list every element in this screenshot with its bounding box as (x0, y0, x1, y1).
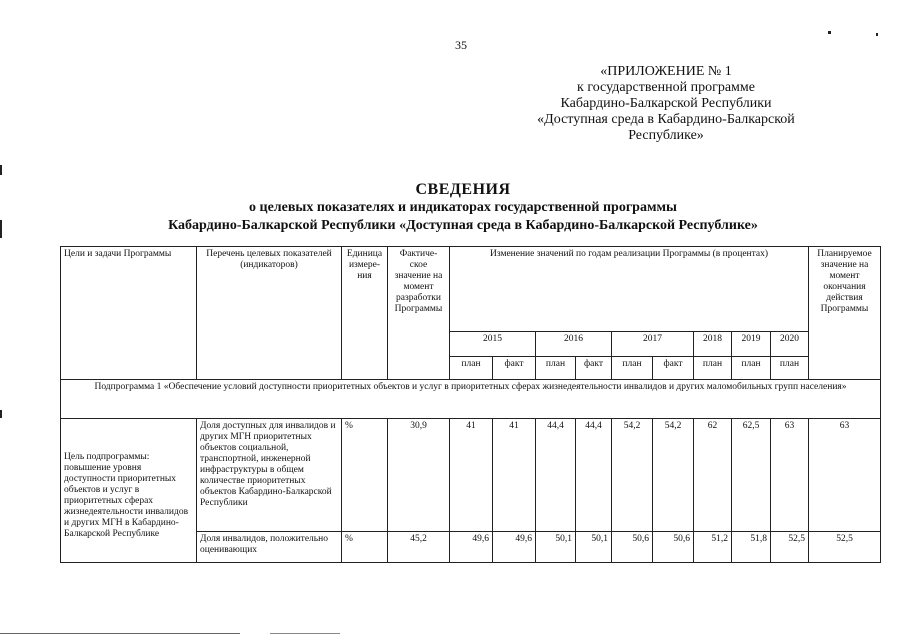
scan-speck (0, 165, 2, 175)
subprogram-row (61, 380, 881, 419)
value-cell: 50,1 (536, 532, 576, 563)
value-cell: 41 (450, 419, 493, 532)
header-unit: Единица измере-ния (342, 247, 388, 380)
value-cell: 50,6 (612, 532, 653, 563)
document-heading (0, 180, 905, 235)
header-indicators: Перечень целевых показателей (индикаторов) (197, 247, 342, 380)
unit-cell: % (342, 532, 388, 563)
year-cell: 2020 (771, 332, 809, 357)
value-cell: 51,8 (732, 532, 771, 563)
year-cell: 2015 (450, 332, 536, 357)
scan-speck (0, 220, 2, 238)
goal-cell (61, 419, 197, 563)
unit-cell: % (342, 419, 388, 532)
year-cell: 2017 (612, 332, 694, 357)
subprogram-title: Подпрограмма 1 «Обеспечение условий доступности приоритетных объектов и услуг в приоритетных сферах жизнедеятельности инвалидов и других маломобильных групп населения» (61, 380, 881, 419)
value-cell: 49,6 (450, 532, 493, 563)
year-cell: 2016 (536, 332, 612, 357)
plan-fact-cell: план (450, 357, 493, 380)
planned-value-cell: 63 (809, 419, 881, 532)
plan-fact-cell: факт (653, 357, 694, 380)
plan-fact-cell: факт (493, 357, 536, 380)
value-cell: 50,1 (576, 532, 612, 563)
value-cell: 44,4 (536, 419, 576, 532)
header-goals: Цели и задачи Программы (61, 247, 197, 380)
value-cell: 41 (493, 419, 536, 532)
scan-speck (270, 633, 340, 634)
value-cell: 62,5 (732, 419, 771, 532)
page-number: 35 (455, 38, 467, 52)
plan-fact-cell: план (771, 357, 809, 380)
table-row (61, 419, 881, 532)
value-cell: 63 (771, 419, 809, 532)
actual-value-cell: 30,9 (388, 419, 450, 532)
plan-fact-cell: план (612, 357, 653, 380)
goal-text: Цель подпрограммы: повышение уровня доступности приоритетных объектов и услуг в приоритетных сферах жизнедеятельности инвалидов и других МГН в Кабардино-Балкарской Республике (64, 451, 189, 539)
value-cell: 51,2 (694, 532, 732, 563)
value-cell: 52,5 (771, 532, 809, 563)
appendix-line: Кабардино-Балкарской Республики (560, 96, 772, 111)
appendix-line: к государственной программе (577, 80, 755, 95)
plan-fact-cell: план (732, 357, 771, 380)
table-header-row (61, 247, 881, 332)
scan-speck (828, 31, 831, 34)
plan-fact-cell: план (694, 357, 732, 380)
value-cell: 54,2 (653, 419, 694, 532)
appendix-line: «ПРИЛОЖЕНИЕ № 1 (600, 64, 732, 79)
plan-fact-cell: факт (576, 357, 612, 380)
header-actual-value: Фактиче-ское значение на момент разработки Программы (388, 247, 450, 380)
year-cell: 2018 (694, 332, 732, 357)
appendix-line: Республике» (628, 128, 704, 143)
indicator-cell: Доля инвалидов, положительно оценивающих (197, 532, 342, 563)
heading-line-2: о целевых показателях и индикаторах государственной программы (249, 200, 677, 215)
value-cell: 54,2 (612, 419, 653, 532)
value-cell: 62 (694, 419, 732, 532)
indicators-table (60, 246, 881, 563)
value-cell: 49,6 (493, 532, 536, 563)
value-cell: 44,4 (576, 419, 612, 532)
planned-value-cell: 52,5 (809, 532, 881, 563)
header-changes: Изменение значений по годам реализации Программы (в процентах) (450, 247, 809, 332)
heading-line-3: Кабардино-Балкарской Республики «Доступная среда в Кабардино-Балкарской Республике» (168, 218, 758, 233)
appendix-line: «Доступная среда в Кабардино-Балкарской (537, 112, 795, 127)
value-cell: 50,6 (653, 532, 694, 563)
scan-speck (0, 633, 240, 634)
scan-speck (0, 410, 2, 418)
header-planned-value: Планируемое значение на момент окончания действия Программы (809, 247, 881, 380)
actual-value-cell: 45,2 (388, 532, 450, 563)
appendix-header (520, 64, 812, 144)
plan-fact-cell: план (536, 357, 576, 380)
year-cell: 2019 (732, 332, 771, 357)
heading-title: СВЕДЕНИЯ (415, 181, 511, 198)
indicator-cell: Доля доступных для инвалидов и других МГН приоритетных объектов социальной, транспортной, инженерной инфраструктуры в общем количестве приоритетных объектов Кабардино-Балкарской Республики (197, 419, 342, 532)
scan-speck (876, 33, 878, 36)
